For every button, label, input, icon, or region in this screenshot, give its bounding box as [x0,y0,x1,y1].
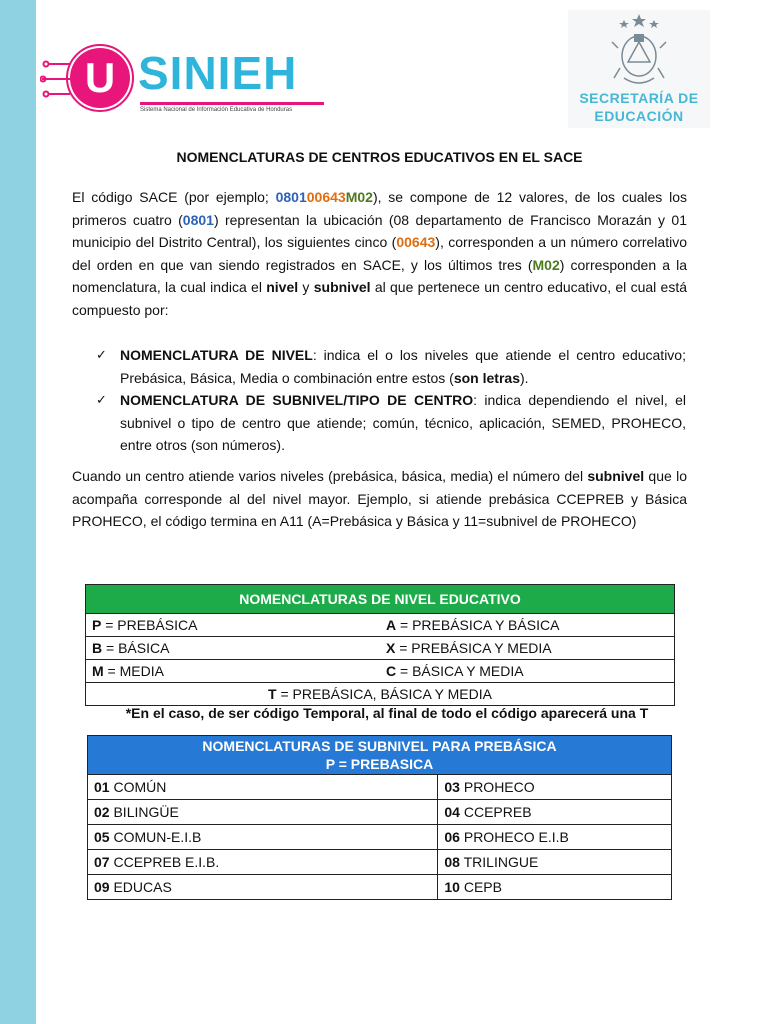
level-name: = PREBÁSICA, BÁSICA Y MEDIA [276,686,492,702]
subnivel-word: subnivel [313,279,371,295]
subnivel-name: PROHECO [459,779,535,795]
number-digits: 00643 [396,234,436,250]
table-cell [86,660,381,683]
code-nomenclature: M02 [345,189,373,205]
level-code: M [92,663,104,679]
table-cell [88,775,438,800]
subnivel-code: 03 [444,779,460,795]
header-line-1: NOMENCLATURAS DE SUBNIVEL PARA PREBÁSICA [202,738,557,754]
bullet-heading: NOMENCLATURA DE SUBNIVEL/TIPO DE CENTRO [120,392,474,408]
table-cell [88,825,438,850]
table-row [88,800,672,825]
side-color-bar [0,0,36,1024]
intro-text: El código SACE (por ejemplo; [72,189,276,205]
paragraph-text: que lo acompaña corresponde al del nivel mayor. Ejemplo, si atiende prebásica CCEPREB y Básica PROHECO, el código termina en A11 (A=Prebásica y Básica y 11=subnivel de PROHECO) [72,468,687,529]
table-cell [438,800,672,825]
seal-line-2: EDUCACIÓN [594,108,684,124]
table-cell [88,800,438,825]
table-cell [380,637,675,660]
subnivel-name: BILINGÜE [109,804,179,820]
table-cell [438,825,672,850]
explanation-paragraph [72,465,687,533]
code-number: 00643 [306,189,346,205]
table-cell [86,637,381,660]
subnivel-code: 07 [94,854,110,870]
subnivel-code: 01 [94,779,110,795]
temporal-code-note: *En el caso, de ser código Temporal, al final de todo el código aparecerá una T [125,705,649,721]
level-code: P [92,617,102,633]
intro-text: y [298,279,314,295]
level-code: X [386,640,396,656]
intro-text: ), se compone de 12 valores, de los cuales los primeros cuatro ( [72,189,688,228]
intro-text: ) corresponden a la nomenclatura, la cual indica el [72,256,687,295]
nivel-table [85,584,675,706]
table-row [86,660,675,683]
subnivel-name: COMÚN [109,779,167,795]
bullet-emphasis: son letras [453,369,520,386]
table-cell [88,850,438,875]
location-digits: 0801 [182,211,214,228]
bullet-text: : indica el o los niveles que atiende el centro educativo; Prebásica, Básica, Media o combinación entre estos ( [120,347,686,386]
intro-text: ), corresponden a un número correlativo del orden en que van siendo registrados en SACE, y los últimos tres ( [72,234,687,273]
subnivel-name: CCEPREB [459,804,532,820]
subnivel-name: EDUCAS [109,879,172,895]
table-cell [86,614,381,637]
level-name: = MEDIA [103,663,164,679]
subnivel-table [87,735,672,900]
logo-underline [140,102,324,105]
logo-letter: U [70,48,130,108]
bullet-text: ). [519,369,529,386]
table-cell [380,614,675,637]
list-item [96,389,686,457]
bullet-heading: NOMENCLATURA DE NIVEL [120,347,313,363]
table-row [88,875,672,900]
intro-text: ) representan la ubicación (08 departamento de Francisco Morazán y 01 municipio del Distrito Central), los siguientes cinco ( [72,211,688,250]
level-code: A [386,617,397,633]
table-row [88,775,672,800]
header-line-2: P = PREBASICA [325,756,434,772]
coat-of-arms-icon [608,12,670,90]
table-cell [86,683,675,706]
sinieh-logo [40,42,330,116]
subnivel-name: COMUN-E.I.B [109,829,202,845]
checkmark-icon: ✓ [96,347,107,362]
table-cell [438,850,672,875]
page-title: NOMENCLATURAS DE CENTROS EDUCATIVOS EN EL SACE [176,149,583,165]
level-name: = BÁSICA Y MEDIA [396,663,524,679]
bullet-list [96,344,686,457]
table-row [86,683,675,706]
subnivel-name: CCEPREB E.I.B. [109,854,220,870]
subnivel-code: 02 [94,804,110,820]
table-row [86,637,675,660]
nomenclature-digits: M02 [532,256,560,273]
code-location: 0801 [275,189,307,205]
subnivel-code: 04 [444,804,460,820]
level-name: = PREBÁSICA [101,617,198,633]
table-row [88,850,672,875]
seal-line-1: SECRETARÍA DE [579,90,699,106]
subnivel-code: 05 [94,829,110,845]
logo-name: SINIEH [138,47,298,99]
logo-subtitle: Sistema Nacional de Información Educativa de Honduras [140,107,293,113]
table-cell [380,660,675,683]
subnivel-code: 06 [444,829,460,845]
bullet-text: : indica dependiendo el nivel, el subnivel o tipo de centro que atiende; común, técnico, aplicación, SEMED, PROHECO, entre otros (son números). [120,392,686,453]
level-code: B [92,640,103,656]
secretaria-seal [568,10,710,128]
table-cell [88,875,438,900]
nivel-word: nivel [266,279,299,295]
subnivel-code: 10 [444,879,460,895]
intro-paragraph [72,186,687,321]
table-cell [438,775,672,800]
table-cell [438,875,672,900]
level-code: T [268,686,277,702]
subnivel-code: 08 [444,854,460,870]
list-item [96,344,686,389]
level-name: = PREBÁSICA Y BÁSICA [396,617,560,633]
intro-text: al que pertenece un centro educativo, el cual está compuesto por: [72,279,688,318]
checkmark-icon: ✓ [96,392,107,407]
level-name: = BÁSICA [102,640,170,656]
subnivel-table-header [88,736,672,775]
subnivel-name: TRILINGUE [459,854,539,870]
level-code: C [386,663,397,679]
subnivel-code: 09 [94,879,110,895]
subnivel-name: CEPB [459,879,502,895]
table-row [86,614,675,637]
table-row [88,825,672,850]
subnivel-word: subnivel [587,468,645,484]
subnivel-name: PROHECO E.I.B [459,829,569,845]
nivel-table-header: NOMENCLATURAS DE NIVEL EDUCATIVO [86,585,675,614]
level-name: = PREBÁSICA Y MEDIA [395,640,552,656]
paragraph-text: Cuando un centro atiende varios niveles (prebásica, básica, media) el número del [72,468,588,484]
